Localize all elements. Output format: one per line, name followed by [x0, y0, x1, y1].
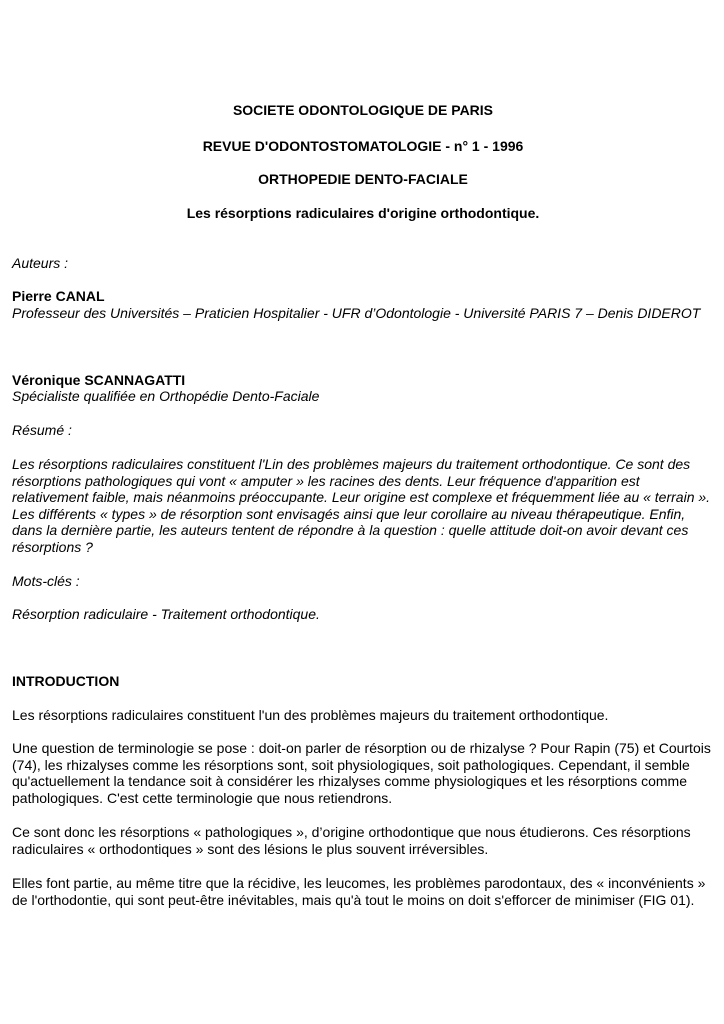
journal-title: REVUE D'ODONTOSTOMATOLOGIE - n° 1 - 1996 — [202, 138, 524, 154]
article-title: Les résorptions radiculaires d'origine orthodontique. — [186, 205, 540, 221]
keywords-label: Mots-clés : — [12, 573, 80, 589]
intro-paragraph-1: Les résorptions radiculaires constituent l'un des problèmes majeurs du traitement orthodontique. — [12, 707, 609, 723]
intro-paragraph-2: Une question de terminologie se pose : doit-on parler de résorption ou de rhizalyse ? Pour Rapin (75) et Courtois (74), les rhizalyses comme les résorptions sont, soit physiologiques, soit pathologiques. Cependant, il semble qu'actuellement la tendance soit à considérer les rhizalyses comme physiologiques et les résorptions comme pathologiques. C'est cette terminologie que nous retiendrons. — [12, 740, 711, 806]
society-title: SOCIETE ODONTOLOGIQUE DE PARIS — [232, 102, 494, 118]
intro-paragraph-4: Elles font partie, au même titre que la récidive, les leucomes, les problèmes parodontaux, des « inconvénients » de l'orthodontie, qui sont peut-être inévitables, mais qu'à tout le moins on doit s'efforcer de minimiser (FIG 01). — [12, 875, 706, 908]
section-title: ORTHOPEDIE DENTO-FACIALE — [258, 171, 468, 187]
intro-paragraph-3: Ce sont donc les résorptions « pathologiques », d’origine orthodontique que nous étudierons. Ces résorptions radiculaires « orthodontiques » sont des lésions le plus souvent irréversibles. — [12, 824, 691, 857]
introduction-heading: INTRODUCTION — [12, 673, 120, 689]
abstract-text: Les résorptions radiculaires constituent l'Lin des problèmes majeurs du traitement orthodontique. Ce sont des résorptions pathologiques qui vont « amputer » les racines des dents. Leur fréquence d'apparition est relativement faible, mais néanmoins préoccupante. Leur origine est complexe et fréquemment liée au « terrain ». Les différents « types » de résorption sont envisagés ainsi que leur corollaire au niveau thérapeutique. Enfin, dans la dernière partie, les auteurs tentent de répondre à la question : quelle attitude doit-on avoir devant ces résorptions ? — [12, 456, 711, 555]
abstract-label: Résumé : — [12, 422, 72, 438]
author-1-name: Pierre CANAL — [12, 288, 105, 304]
author-2-name: Véronique SCANNAGATTI — [12, 372, 186, 388]
keywords-text: Résorption radiculaire - Traitement orthodontique. — [12, 606, 320, 622]
author-2-affiliation: Spécialiste qualifiée en Orthopédie Dento-Faciale — [12, 388, 320, 404]
authors-label: Auteurs : — [12, 255, 69, 271]
author-1-affiliation: Professeur des Universités – Praticien Hospitalier - UFR d’Odontologie - Université PARIS 7 – Denis DIDEROT — [12, 305, 701, 321]
